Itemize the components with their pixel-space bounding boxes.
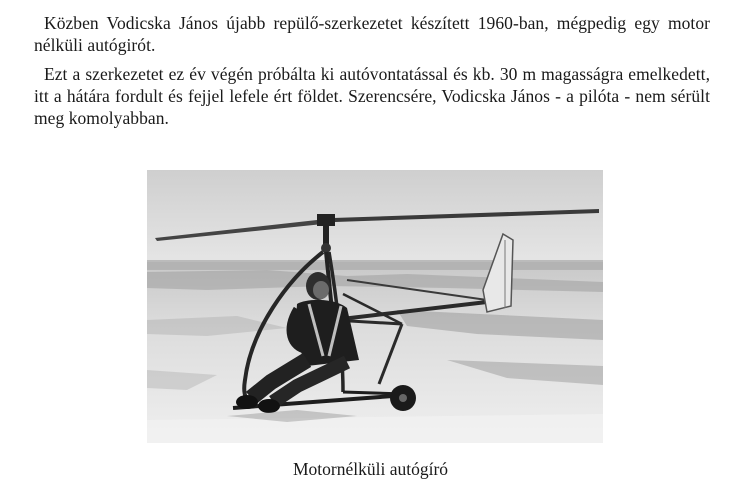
figure-caption: Motornélküli autógíró xyxy=(292,459,449,479)
paragraph-1: Közben Vodicska János újabb repülő-szerkezetet készített 1960-ban, mégpedig egy motor nélküli autógirót. xyxy=(34,13,710,55)
autogyro-photo xyxy=(147,170,603,443)
paragraph-2: Ezt a szerkezetet ez év végén próbálta ki autóvontatással és kb. 30 m magasságra emelkedett, itt a hátára fordult és fejjel lefele ért földet. Szerencsére, Vodicska János - a pilóta - nem sérült meg komolyabban. xyxy=(34,64,710,128)
